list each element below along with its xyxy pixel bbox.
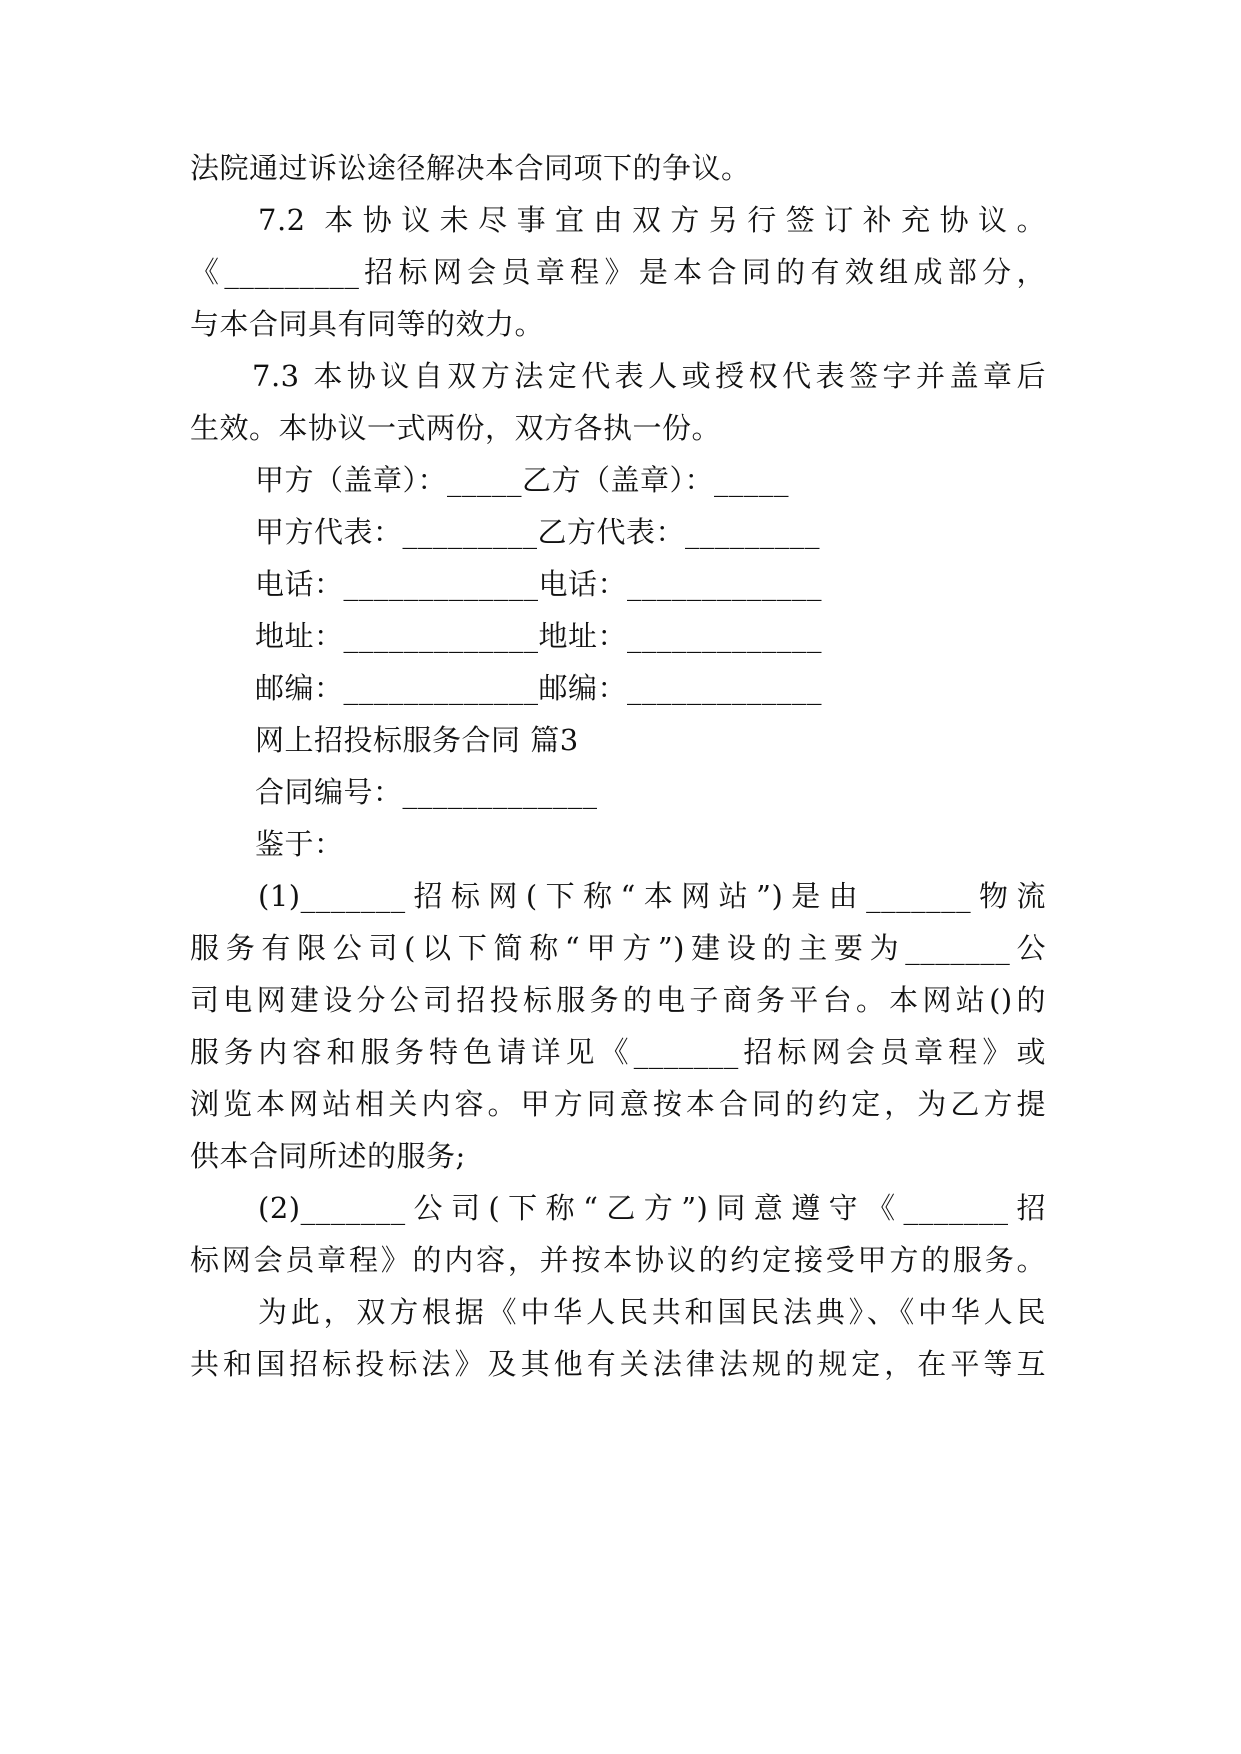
paragraph-line: 为此，双方根据《中华人民共和国民法典》、《中华人民: [258, 1295, 1046, 1329]
paragraph-line: 标网会员章程》的内容，并按本协议的约定接受甲方的服务。: [190, 1243, 1046, 1277]
paragraph-line: 共和国招标投标法》及其他有关法律法规的规定，在平等互: [190, 1347, 1046, 1381]
paragraph-line: 与本合同具有同等的效力。: [190, 307, 545, 341]
contract-number-line: 合同编号：_____________: [255, 775, 598, 809]
paragraph-line: 7.3 本协议自双方法定代表人或授权代表签字并盖章后: [252, 359, 1046, 393]
paragraph-line: (2)_______公司(下称“乙方”)同意遵守《_______招: [258, 1191, 1046, 1225]
section-title: 网上招投标服务合同 篇3: [255, 723, 579, 757]
paragraph-line: 供本合同所述的服务;: [190, 1139, 466, 1173]
signature-line: 电话：_____________电话：_____________: [255, 567, 823, 601]
signature-line: 邮编：_____________邮编：_____________: [255, 671, 823, 705]
paragraph-line: 《_________招标网会员章程》是本合同的有效组成部分，: [190, 255, 1046, 289]
paragraph-line: 鉴于：: [255, 827, 344, 861]
signature-line: 甲方代表：_________乙方代表：_________: [255, 515, 821, 549]
paragraph-line: 法院通过诉讼途径解决本合同项下的争议。: [190, 151, 751, 185]
signature-line: 甲方（盖章）：_____乙方（盖章）：_____: [255, 463, 790, 497]
paragraph-line: (1)_______招标网(下称“本网站”)是由_______物流: [258, 879, 1046, 913]
paragraph-line: 浏览本网站相关内容。甲方同意按本合同的约定，为乙方提: [190, 1087, 1046, 1121]
paragraph-line: 7.2 本协议未尽事宜由双方另行签订补充协议。: [258, 203, 1046, 237]
paragraph-line: 服务内容和服务特色请详见《_______招标网会员章程》或: [190, 1035, 1046, 1069]
signature-line: 地址：_____________地址：_____________: [255, 619, 823, 653]
paragraph-line: 服务有限公司(以下简称“甲方”)建设的主要为_______公: [190, 931, 1046, 965]
paragraph-line: 生效。本协议一式两份，双方各执一份。: [190, 411, 722, 445]
paragraph-line: 司电网建设分公司招投标服务的电子商务平台。本网站()的: [190, 983, 1046, 1017]
